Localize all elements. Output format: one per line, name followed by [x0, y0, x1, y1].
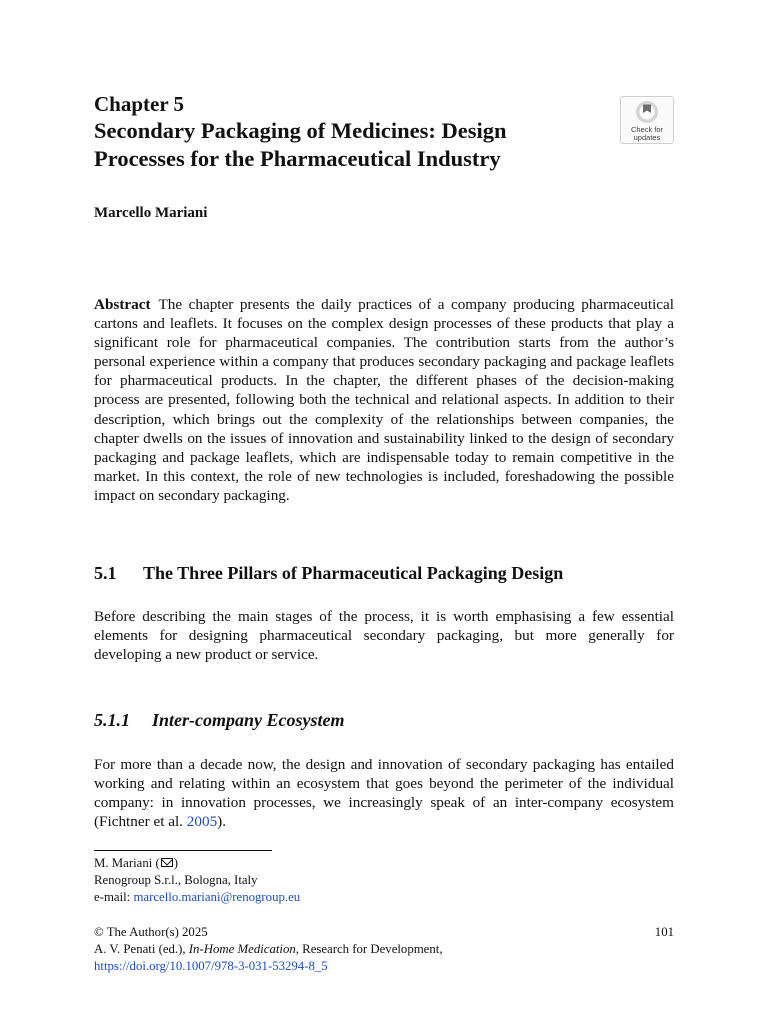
badge-line-2: updates	[633, 133, 661, 142]
check-for-updates-badge[interactable]	[620, 96, 674, 144]
section-heading-5-1-1	[94, 710, 344, 731]
footnote-affiliation: Renogroup S.r.l., Bologna, Italy	[94, 873, 258, 887]
section-5-1-paragraph: Before describing the main stages of the process, it is worth emphasising a few essential elements for designing pharmaceutical secondary packaging, but more generally for developing a new product or service.	[94, 608, 674, 664]
author-name: Marcello Mariani	[94, 205, 208, 221]
section-5-1-1-paragraph	[94, 755, 674, 831]
chapter-title-line-1: Secondary Packaging of Medicines: Design	[94, 118, 507, 143]
check-for-updates-icon	[635, 100, 659, 124]
chapter-title	[94, 117, 624, 172]
footnote-email-line	[94, 889, 300, 906]
abstract	[94, 295, 674, 505]
publication-info	[94, 924, 443, 975]
footnote-author-close: )	[173, 856, 179, 870]
paragraph-text: For more than a decade now, the design and innovation of secondary packaging has entailed working and relating within an ecosystem that goes beyond the perimeter of the individual company: in innovation processes, we increasingly speak of an inter-company ecosystem (Fichtner et al.	[94, 756, 674, 831]
paragraph-text-end: ).	[217, 813, 227, 831]
abstract-label: Abstract	[94, 296, 151, 313]
chapter-title-line-2: Processes for the Pharmaceutical Industry	[94, 145, 501, 171]
email-label: e-mail:	[94, 890, 134, 904]
section-title: The Three Pillars of Pharmaceutical Packaging Design	[143, 563, 564, 583]
envelope-icon[interactable]	[161, 858, 173, 867]
page-number: 101	[654, 925, 674, 939]
editor-prefix: A. V. Penati (ed.),	[94, 942, 189, 956]
section-heading-5-1	[94, 563, 563, 584]
copyright-line: © The Author(s) 2025	[94, 925, 208, 939]
subsection-number: 5.1.1	[94, 710, 130, 730]
email-link[interactable]: marcello.mariani@renogroup.eu	[133, 890, 301, 904]
book-title: In-Home Medication	[188, 942, 296, 956]
footnote-divider	[94, 850, 272, 851]
editor-line	[94, 941, 443, 958]
subsection-title: Inter-company Ecosystem	[152, 710, 345, 730]
badge-line-1: Check for	[630, 125, 664, 134]
footnote-author-name: M. Mariani (	[94, 856, 160, 870]
series-name: , Research for Development,	[295, 942, 443, 956]
citation-link[interactable]: 2005	[186, 813, 218, 831]
footnote-author	[94, 855, 178, 872]
doi-link[interactable]: https://doi.org/10.1007/978-3-031-53294-8_5	[94, 959, 328, 973]
chapter-label: Chapter 5	[94, 92, 185, 116]
abstract-text: The chapter presents the daily practices of a company producing pharmaceutical cartons and leaflets. It focuses on the complex design processes of these products that play a significant role for pharmaceutical companies. The contribution starts from the author’s personal experience within a company that produces secondary packaging and package leaflets for pharmaceutical products. In the chapter, the different phases of the decision-making process are presented, following both the technical and relational aspects. In addition to their description, which brings out the complexity of the relationships between companies, the chapter dwells on the issues of innovation and sustainability linked to the design of secondary packaging and package leaflets, which are indispensable today to remain competitive in the market. In this context, the role of new technologies is included, foreshadowing the possible impact on secondary packaging.	[94, 296, 674, 504]
section-number: 5.1	[94, 563, 117, 583]
